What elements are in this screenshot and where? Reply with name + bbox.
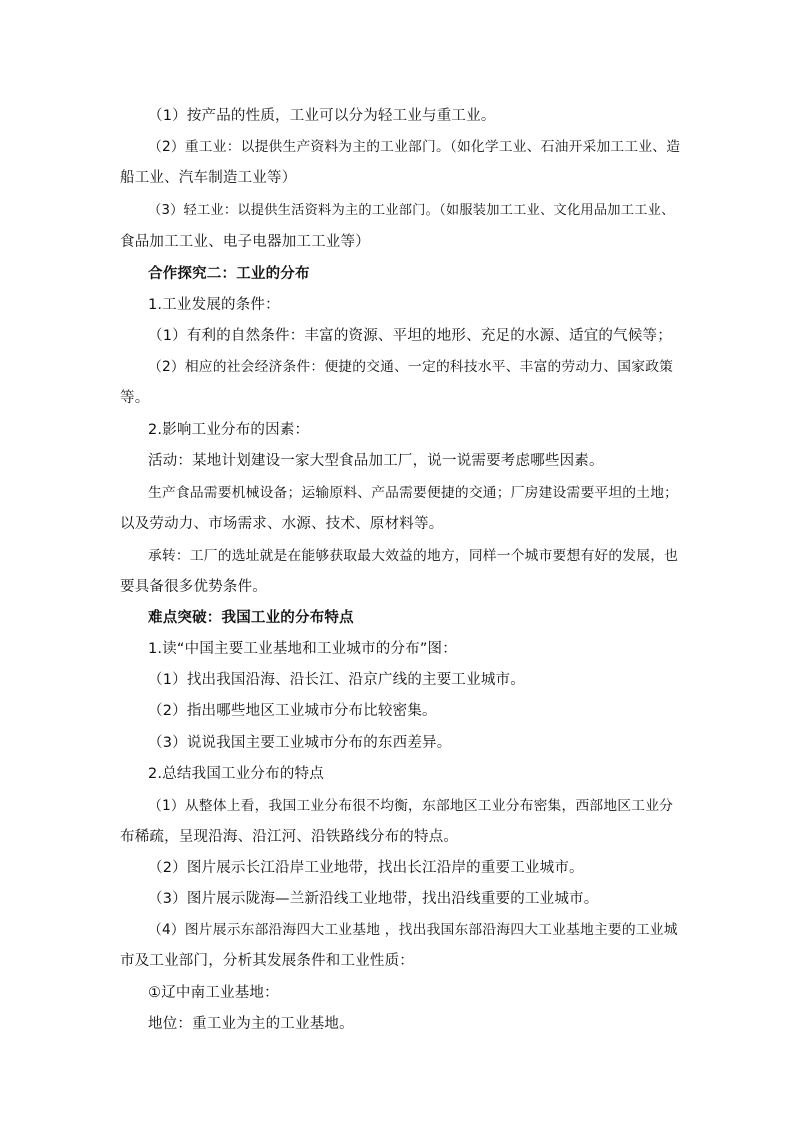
paragraph-line: 承转：工厂的选址就是在能够获取最大效益的地方，同样一个城市要想有好的发展，也 (148, 548, 679, 564)
paragraph-line: （3）说说我国主要工业城市分布的东西差异。 (148, 735, 452, 751)
paragraph-line: （2）重工业：以提供生产资料为主的工业部门。（如化学工业、石油开采加工工业、造 (148, 139, 681, 155)
paragraph-line: （3）轻工业：以提供生活资料为主的工业部门。（如服装加工工业、文化用品加工工业、 (148, 203, 675, 218)
paragraph-line: （1）找出我国沿海、沿长江、沿京广线的主要工业城市。 (148, 672, 525, 688)
paragraph-line: 地位：重工业为主的工业基地。 (148, 1016, 354, 1032)
paragraph-line: 2.总结我国工业分布的特点 (148, 766, 324, 782)
paragraph-line: （1）从整体上看，我国工业分布很不均衡，东部地区工业分布密集，西部地区工业分 (148, 798, 674, 814)
section-heading: 难点突破：我国工业的分布特点 (148, 610, 354, 626)
paragraph-line: 食品加工工业、电子电器加工工业等） (120, 234, 370, 250)
paragraph-line: （1）有利的自然条件：丰富的资源、平坦的地形、充足的水源、适宜的气候等； (148, 328, 672, 344)
paragraph-line: 生产食品需要机械设备；运输原料、产品需要便捷的交通；厂房建设需要平坦的土地； (148, 485, 679, 501)
paragraph-line: （3）图片展示陇海—兰新沿线工业地带，找出沿线重要的工业城市。 (148, 891, 599, 907)
paragraph-line: 布稀疏，呈现沿海、沿江河、沿铁路线分布的特点。 (120, 829, 459, 845)
paragraph-line: 等。 (120, 390, 150, 406)
paragraph-line: 活动：某地计划建设一家大型食品加工厂，说一说需要考虑哪些因素。 (148, 453, 604, 469)
paragraph-line: ①辽中南工业基地： (148, 985, 279, 1001)
paragraph-line: 船工业、汽车制造工业等） (120, 170, 297, 186)
paragraph-line: 2.影响工业分布的因素： (148, 422, 310, 438)
paragraph-line: 1.读“中国主要工业基地和工业城市的分布”图： (148, 641, 457, 657)
paragraph-line: （4）图片展示东部沿海四大工业基地 ，找出我国东部沿海四大工业基地主要的工业城 (148, 922, 678, 938)
paragraph-line: （2）图片展示长江沿岸工业地带，找出长江沿岸的重要工业城市。 (148, 860, 584, 876)
paragraph-line: 以及劳动力、市场需求、水源、技术、原材料等。 (120, 516, 444, 532)
paragraph-line: 市及工业部门，分析其发展条件和工业性质： (120, 953, 414, 969)
section-heading: 合作探究二：工业的分布 (148, 266, 310, 282)
paragraph-line: （1）按产品的性质，工业可以分为轻工业与重工业。 (148, 108, 496, 124)
paragraph-line: （2）相应的社会经济条件：便捷的交通、一定的科技水平、丰富的劳动力、国家政策 (148, 359, 674, 375)
paragraph-line: 要具备很多优势条件。 (120, 579, 267, 595)
paragraph-line: 1.工业发展的条件： (148, 297, 280, 313)
paragraph-line: （2）指出哪些地区工业城市分布比较密集。 (148, 703, 437, 719)
